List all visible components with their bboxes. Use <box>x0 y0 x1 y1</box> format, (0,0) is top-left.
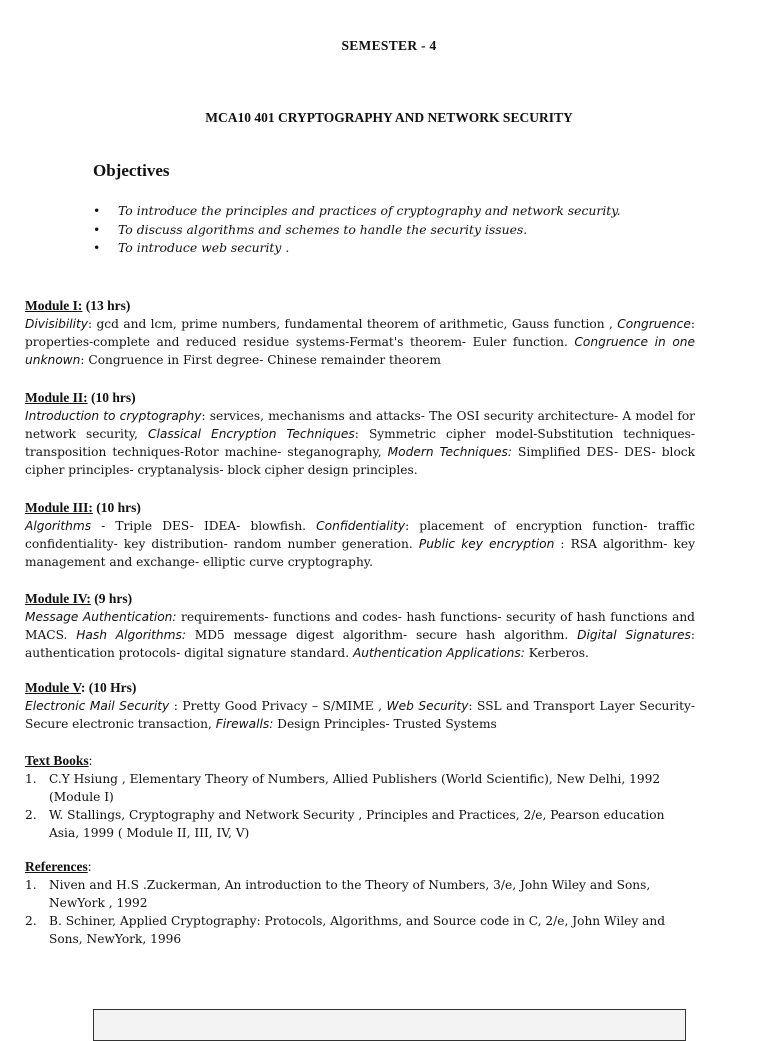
topic-text: : placement of encryption function- traffic confidentiality- key distribution- random number generation. <box>25 519 695 551</box>
references-section <box>25 858 685 948</box>
list-item <box>25 912 685 948</box>
module-hours: (13 hrs) <box>82 298 131 313</box>
list-item <box>25 876 685 912</box>
topic-text: : authentication protocols- digital signature standard. <box>25 628 695 660</box>
item-number: 1. <box>25 878 37 892</box>
objective-item <box>93 239 621 258</box>
module-body <box>25 608 695 662</box>
item-number: 2. <box>25 808 37 822</box>
topic-text: Design Principles- Trusted Systems <box>273 717 497 731</box>
module-hours: (9 hrs) <box>90 591 133 606</box>
topic-text: : Pretty Good Privacy – S/MIME , <box>169 699 387 713</box>
item-text: C.Y Hsiung , Elementary Theory of Numbers, Allied Publishers (World Scientific), New Delhi, 1992 (Module I) <box>49 772 661 804</box>
topic-text: Simplified DES- DES- block cipher principles- cryptanalysis- block cipher design principles. <box>25 445 695 477</box>
topic-label: Congruence <box>617 317 691 331</box>
module-body <box>25 407 695 479</box>
module-3 <box>25 499 695 571</box>
topic-label: Congruence in one unknown <box>25 335 695 367</box>
topic-label: Hash Algorithms: <box>76 628 186 642</box>
objectives-list <box>93 202 621 258</box>
text-books-list <box>25 770 685 842</box>
bottom-box <box>93 1009 686 1041</box>
references-list <box>25 876 685 948</box>
topic-text: : Congruence in First degree- Chinese remainder theorem <box>80 353 441 367</box>
references-heading <box>25 858 685 876</box>
text-books-title: Text Books <box>25 753 89 768</box>
topic-text: - Triple DES- IDEA- blowfish. <box>91 519 317 533</box>
text-books-heading <box>25 752 685 770</box>
topic-text: : RSA algorithm- key management and exchange- elliptic curve cryptography. <box>25 537 695 569</box>
topic-text: : properties-complete and reduced residue systems-Fermat's theorem- Euler function. <box>25 317 695 349</box>
module-title: Module IV: <box>25 591 91 606</box>
topic-label: Confidentiality <box>316 519 406 533</box>
item-text: W. Stallings, Cryptography and Network Security , Principles and Practices, 2/e, Pearson education Asia, 1999 ( Module II, III, IV, V) <box>49 808 665 840</box>
topic-label: Divisibility <box>25 317 88 331</box>
objective-item <box>93 221 621 240</box>
topic-text: : SSL and Transport Layer Security- Secure electronic transaction, <box>25 699 695 731</box>
topic-label: Modern Techniques: <box>387 445 512 459</box>
bullet-icon: • <box>93 203 101 218</box>
topic-text: requirements- functions and codes- hash functions- security of hash functions and MACS. <box>25 610 695 642</box>
objective-text: To introduce web security . <box>118 240 290 255</box>
list-item <box>25 806 685 842</box>
module-body <box>25 517 695 571</box>
module-title: Module III: <box>25 500 93 515</box>
module-hours: : (10 Hrs) <box>80 680 137 695</box>
topic-label: Public key encryption <box>418 537 555 551</box>
item-number: 1. <box>25 772 37 786</box>
objective-item <box>93 202 621 221</box>
colon: : <box>87 859 92 874</box>
topic-label: Firewalls: <box>215 717 274 731</box>
bullet-icon: • <box>93 221 101 237</box>
references-title: References <box>25 859 88 874</box>
objectives-heading: Objectives <box>93 161 170 180</box>
objective-text: To introduce the principles and practices of cryptography and network security. <box>118 203 621 218</box>
item-text: B. Schiner, Applied Cryptography: Protocols, Algorithms, and Source code in C, 2/e, John Wiley and Sons, NewYork, 1996 <box>49 914 666 946</box>
topic-label: Electronic Mail Security <box>25 699 170 713</box>
module-heading <box>25 590 695 608</box>
item-text: Niven and H.S .Zuckerman, An introduction to the Theory of Numbers, 3/e, John Wiley and Sons, NewYork , 1992 <box>49 878 651 910</box>
text-books-section <box>25 752 685 842</box>
topic-label: Digital Signatures <box>577 628 691 642</box>
topic-text: : Symmetric cipher model-Substitution techniques- transposition techniques-Rotor machine- steganography, <box>25 427 695 459</box>
objective-text: To discuss algorithms and schemes to handle the security issues. <box>118 221 528 237</box>
module-2 <box>25 389 695 479</box>
topic-text: Kerberos. <box>524 646 589 660</box>
module-4 <box>25 590 695 662</box>
module-title: Module V <box>25 680 81 695</box>
module-body <box>25 697 695 733</box>
bullet-icon: • <box>93 240 101 255</box>
semester-heading: SEMESTER - 4 <box>341 38 437 53</box>
module-heading <box>25 679 695 697</box>
topic-label: Classical Encryption Techniques <box>147 427 355 441</box>
list-item <box>25 770 685 806</box>
topic-label: Algorithms <box>25 519 92 533</box>
topic-text: : gcd and lcm, prime numbers, fundamental theorem of arithmetic, Gauss function , <box>88 317 618 331</box>
topic-text: MD5 message digest algorithm- secure hash algorithm. <box>185 628 578 642</box>
colon: : <box>88 753 93 768</box>
topic-label: Introduction to cryptography <box>25 409 202 423</box>
module-1 <box>25 297 695 369</box>
module-title: Module II: <box>25 390 88 405</box>
module-heading <box>25 389 695 407</box>
module-heading <box>25 499 695 517</box>
topic-label: Authentication Applications: <box>352 646 525 660</box>
topic-text: : services, mechanisms and attacks- The OSI security architecture- A model for network security, <box>25 409 695 441</box>
module-title: Module I: <box>25 298 83 313</box>
topic-label: Message Authentication: <box>25 610 177 624</box>
module-hours: (10 hrs) <box>92 500 141 515</box>
module-5 <box>25 679 695 733</box>
topic-label: Web Security <box>386 699 469 713</box>
module-body <box>25 315 695 369</box>
course-title: MCA10 401 CRYPTOGRAPHY AND NETWORK SECURITY <box>205 110 573 125</box>
item-number: 2. <box>25 914 37 928</box>
module-hours: (10 hrs) <box>87 390 136 405</box>
module-heading <box>25 297 695 315</box>
